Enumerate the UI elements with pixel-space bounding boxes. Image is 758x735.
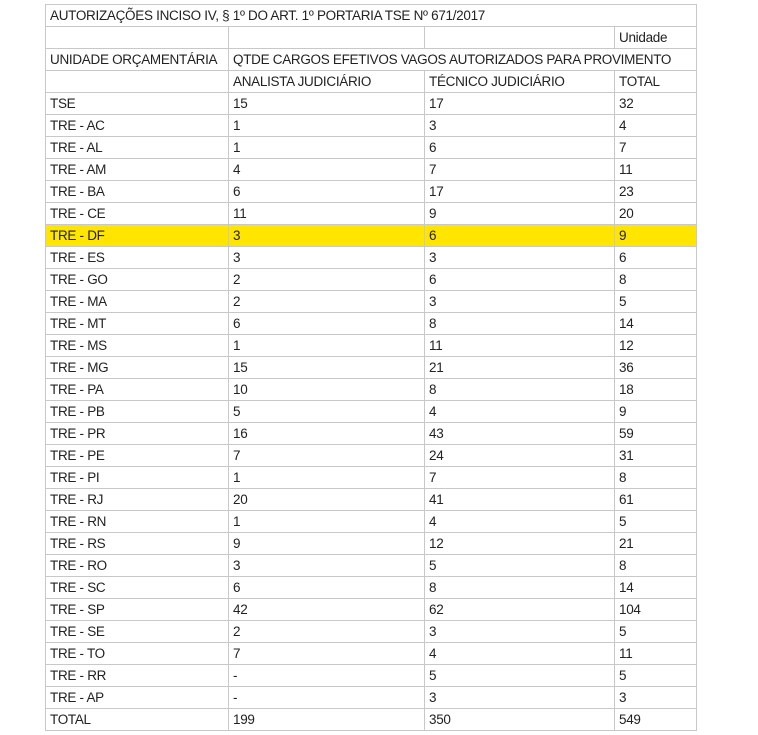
table-row <box>46 445 697 467</box>
table-row <box>46 137 697 159</box>
cell-total: 549 <box>615 709 697 731</box>
table-row <box>46 511 697 533</box>
cell-total: 104 <box>615 599 697 621</box>
table-row <box>46 357 697 379</box>
cell-analista: 1 <box>229 115 425 137</box>
cell-unit: TRE - RN <box>46 511 229 533</box>
cell-analista: 2 <box>229 269 425 291</box>
table-row <box>46 665 697 687</box>
table-row <box>46 269 697 291</box>
header-total: TOTAL <box>615 71 697 93</box>
cell-tecnico: 62 <box>425 599 615 621</box>
cell-total: 14 <box>615 577 697 599</box>
cell-total: 5 <box>615 511 697 533</box>
cell-analista: 2 <box>229 621 425 643</box>
cell-analista: 15 <box>229 357 425 379</box>
total-row <box>46 709 697 731</box>
cell-tecnico: 6 <box>425 225 615 247</box>
cell-total: 31 <box>615 445 697 467</box>
cell-total: 8 <box>615 467 697 489</box>
table-row <box>46 401 697 423</box>
cell-tecnico: 6 <box>425 269 615 291</box>
header-row <box>46 71 697 93</box>
table-row <box>46 181 697 203</box>
cell-unit: TRE - AP <box>46 687 229 709</box>
cell-unit: TRE - PR <box>46 423 229 445</box>
cell-unit: TRE - CE <box>46 203 229 225</box>
cell-analista: 6 <box>229 313 425 335</box>
cell-analista: 6 <box>229 181 425 203</box>
cell-total: 8 <box>615 555 697 577</box>
table-row <box>46 225 697 247</box>
table-row <box>46 159 697 181</box>
cell-unit: TRE - MT <box>46 313 229 335</box>
cell-tecnico: 6 <box>425 137 615 159</box>
cell-total: 5 <box>615 291 697 313</box>
cell-unit: TRE - BA <box>46 181 229 203</box>
cell-unit: TRE - RJ <box>46 489 229 511</box>
unit-row <box>46 27 697 49</box>
table-row <box>46 203 697 225</box>
cell-tecnico: 5 <box>425 555 615 577</box>
cell-analista: 15 <box>229 93 425 115</box>
table-row <box>46 423 697 445</box>
cell-tecnico: 4 <box>425 643 615 665</box>
cell-tecnico: 11 <box>425 335 615 357</box>
cell-unit: TRE - AL <box>46 137 229 159</box>
cell-tecnico: 4 <box>425 511 615 533</box>
table-row <box>46 335 697 357</box>
cell-unit: TRE - RS <box>46 533 229 555</box>
cell-unit: TRE - MS <box>46 335 229 357</box>
cell-tecnico: 3 <box>425 115 615 137</box>
cell-analista: 199 <box>229 709 425 731</box>
cell-unit: TRE - DF <box>46 225 229 247</box>
cell-unit: TRE - PA <box>46 379 229 401</box>
cell-unit: TRE - TO <box>46 643 229 665</box>
cell-analista: 9 <box>229 533 425 555</box>
cell-analista: 3 <box>229 555 425 577</box>
cell-total: 18 <box>615 379 697 401</box>
cell-analista: 1 <box>229 467 425 489</box>
cell-unit: TRE - RR <box>46 665 229 687</box>
cell-tecnico: 43 <box>425 423 615 445</box>
cell-unit: TRE - AC <box>46 115 229 137</box>
table-row <box>46 291 697 313</box>
table-row <box>46 93 697 115</box>
col-group-header: QTDE CARGOS EFETIVOS VAGOS AUTORIZADOS PARA PROVIMENTO <box>229 49 697 71</box>
table-row <box>46 489 697 511</box>
cell-unit: TRE - MA <box>46 291 229 313</box>
cell-total: 61 <box>615 489 697 511</box>
table-row <box>46 115 697 137</box>
cell-analista: 11 <box>229 203 425 225</box>
authorizations-table <box>45 4 697 731</box>
cell-tecnico: 8 <box>425 577 615 599</box>
table-row <box>46 313 697 335</box>
cell-total: 36 <box>615 357 697 379</box>
cell-unit: TRE - AM <box>46 159 229 181</box>
cell-unit: TRE - SE <box>46 621 229 643</box>
cell-analista: 20 <box>229 489 425 511</box>
cell-unit: TRE - PB <box>46 401 229 423</box>
cell-unit: TRE - PI <box>46 467 229 489</box>
cell-tecnico: 3 <box>425 621 615 643</box>
cell-total: 11 <box>615 643 697 665</box>
col-unit-header: UNIDADE ORÇAMENTÁRIA <box>46 49 229 71</box>
cell-analista: 3 <box>229 225 425 247</box>
header-tecnico: TÉCNICO JUDICIÁRIO <box>425 71 615 93</box>
group-header-row <box>46 49 697 71</box>
cell-unit: TRE - SP <box>46 599 229 621</box>
cell-tecnico: 9 <box>425 203 615 225</box>
cell-analista: - <box>229 665 425 687</box>
cell-tecnico: 24 <box>425 445 615 467</box>
title-row <box>46 5 697 27</box>
table-row <box>46 555 697 577</box>
cell-analista: 6 <box>229 577 425 599</box>
cell-unit: TRE - GO <box>46 269 229 291</box>
cell-analista: 7 <box>229 445 425 467</box>
cell-unit: TOTAL <box>46 709 229 731</box>
cell-total: 59 <box>615 423 697 445</box>
cell-tecnico: 17 <box>425 181 615 203</box>
cell-tecnico: 17 <box>425 93 615 115</box>
table-row <box>46 247 697 269</box>
cell-tecnico: 350 <box>425 709 615 731</box>
cell-total: 14 <box>615 313 697 335</box>
cell-total: 12 <box>615 335 697 357</box>
cell-total: 9 <box>615 401 697 423</box>
cell-analista: 42 <box>229 599 425 621</box>
table-row <box>46 599 697 621</box>
cell-total: 8 <box>615 269 697 291</box>
cell-tecnico: 41 <box>425 489 615 511</box>
cell-tecnico: 3 <box>425 687 615 709</box>
cell-total: 3 <box>615 687 697 709</box>
cell-analista: - <box>229 687 425 709</box>
unit-label: Unidade <box>615 27 697 49</box>
table-row <box>46 621 697 643</box>
cell-analista: 2 <box>229 291 425 313</box>
table-row <box>46 467 697 489</box>
table-row <box>46 643 697 665</box>
cell-tecnico: 3 <box>425 247 615 269</box>
cell-analista: 4 <box>229 159 425 181</box>
cell-tecnico: 5 <box>425 665 615 687</box>
cell-tecnico: 21 <box>425 357 615 379</box>
table-row <box>46 533 697 555</box>
cell-total: 6 <box>615 247 697 269</box>
header-analista: ANALISTA JUDICIÁRIO <box>229 71 425 93</box>
cell-analista: 1 <box>229 137 425 159</box>
cell-total: 9 <box>615 225 697 247</box>
table-title: AUTORIZAÇÕES INCISO IV, § 1º DO ART. 1º PORTARIA TSE Nº 671/2017 <box>46 5 697 27</box>
cell-total: 5 <box>615 665 697 687</box>
cell-total: 7 <box>615 137 697 159</box>
cell-total: 32 <box>615 93 697 115</box>
table-row <box>46 379 697 401</box>
table-row <box>46 687 697 709</box>
cell-analista: 7 <box>229 643 425 665</box>
cell-analista: 5 <box>229 401 425 423</box>
cell-tecnico: 4 <box>425 401 615 423</box>
cell-unit: TRE - PE <box>46 445 229 467</box>
cell-analista: 3 <box>229 247 425 269</box>
cell-unit: TRE - ES <box>46 247 229 269</box>
cell-unit: TSE <box>46 93 229 115</box>
cell-total: 20 <box>615 203 697 225</box>
cell-total: 23 <box>615 181 697 203</box>
cell-unit: TRE - MG <box>46 357 229 379</box>
cell-tecnico: 8 <box>425 379 615 401</box>
cell-tecnico: 7 <box>425 467 615 489</box>
cell-tecnico: 3 <box>425 291 615 313</box>
cell-total: 21 <box>615 533 697 555</box>
cell-analista: 16 <box>229 423 425 445</box>
cell-total: 4 <box>615 115 697 137</box>
table-row <box>46 577 697 599</box>
cell-unit: TRE - SC <box>46 577 229 599</box>
cell-tecnico: 7 <box>425 159 615 181</box>
cell-analista: 1 <box>229 335 425 357</box>
cell-tecnico: 8 <box>425 313 615 335</box>
cell-total: 5 <box>615 621 697 643</box>
cell-unit: TRE - RO <box>46 555 229 577</box>
cell-total: 11 <box>615 159 697 181</box>
cell-analista: 1 <box>229 511 425 533</box>
cell-tecnico: 12 <box>425 533 615 555</box>
cell-analista: 10 <box>229 379 425 401</box>
